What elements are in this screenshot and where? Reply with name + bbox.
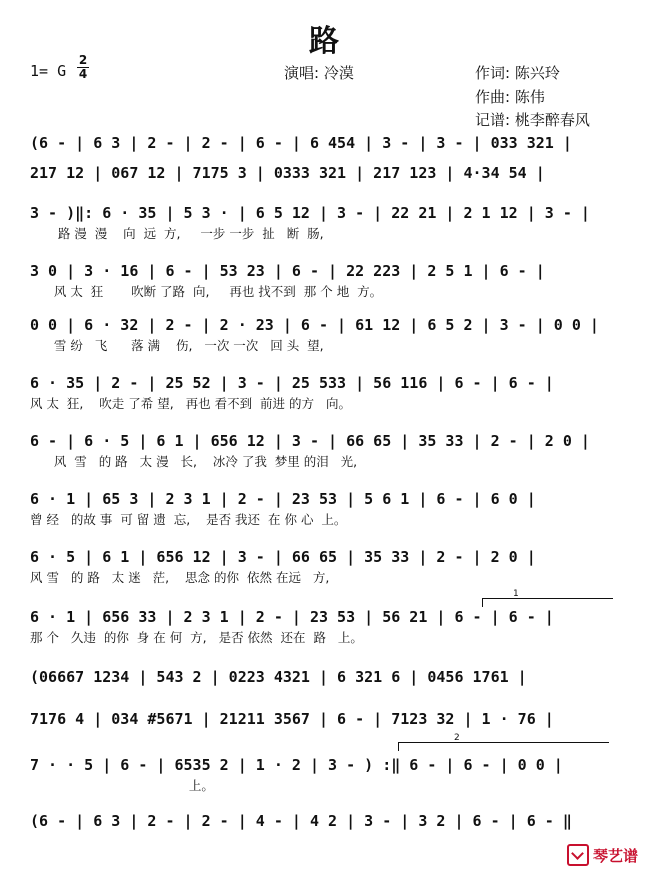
- composer-credit: 作曲: 陈伟: [475, 88, 545, 106]
- watermark-brand: 琴艺谱: [592, 846, 638, 865]
- lyric-line: 雪 纷 飞 落 满 伤, 一次 一次 回 头 望,: [30, 338, 324, 353]
- score-line: 6 · 1 | 65 3 | 2 3 1 | 2 - | 23 53 | 5 6 1 | 6 - | 6 0 |: [30, 490, 536, 508]
- score-line: 3 0 | 3 · 16 | 6 - | 53 23 | 6 - | 22 223 | 2 5 1 | 6 - |: [30, 262, 545, 280]
- score-line: 6 · 35 | 2 - | 25 52 | 3 - | 25 533 | 56 116 | 6 - | 6 - |: [30, 374, 554, 392]
- lyric-line: 风 雪 的 路 太 迷 茫, 思念 的你 依然 在远 方,: [30, 570, 330, 585]
- lyricist-credit: 作词: 陈兴玲: [475, 64, 560, 82]
- score-line: 217 12 | 067 12 | 7175 3 | 0333 321 | 217 123 | 4·34 54 |: [30, 164, 545, 182]
- lyric-line: 上。: [30, 778, 214, 793]
- volta-number-1: 1: [513, 589, 519, 599]
- score-line: 6 · 1 | 656 33 | 2 3 1 | 2 - | 23 53 | 56 21 | 6 - | 6 - |: [30, 608, 554, 626]
- singer-credit: 演唱: 冷漠: [284, 64, 354, 82]
- lyric-line: 风 太 狂, 吹走 了希 望, 再也 看不到 前进 的方 向。: [30, 396, 351, 411]
- score-line: 3 - )‖: 6 · 35 | 5 3 · | 6 5 12 | 3 - | 22 21 | 2 1 12 | 3 - |: [30, 204, 590, 222]
- key-signature: 1= G: [30, 62, 67, 80]
- qinyipu-logo-icon: [567, 844, 589, 866]
- lyric-line: 那 个 久违 的你 身 在 何 方, 是否 依然 还在 路 上。: [30, 630, 363, 645]
- lyric-line: 风 雪 的 路 太 漫 长, 冰冷 了我 梦里 的泪 光,: [30, 454, 358, 469]
- score-line: 7 · · 5 | 6 - | 6535 2 | 1 · 2 | 3 - ) :‖ 6 - | 6 - | 0 0 |: [30, 756, 563, 774]
- watermark-logo: [567, 844, 638, 866]
- score-line: (6 - | 6 3 | 2 - | 2 - | 6 - | 6 454 | 3 - | 3 - | 033 321 |: [30, 134, 572, 152]
- time-signature: [74, 54, 92, 81]
- volta-number-2: 2: [454, 733, 460, 743]
- volta-bracket-1: [482, 589, 613, 607]
- score-line: 6 - | 6 · 5 | 6 1 | 656 12 | 3 - | 66 65 | 35 33 | 2 - | 2 0 |: [30, 432, 590, 450]
- lyric-line: 风 太 狂 吹断 了路 向, 再也 找不到 那 个 地 方。: [30, 284, 383, 299]
- lyric-line: 曾 经 的故 事 可 留 遗 忘, 是否 我还 在 你 心 上。: [30, 512, 347, 527]
- score-line: 7176 4 | 034 #5671 | 21211 3567 | 6 - | 7123 32 | 1 · 76 |: [30, 710, 554, 728]
- score-line: 0 0 | 6 · 32 | 2 - | 2 · 23 | 6 - | 61 12 | 6 5 2 | 3 - | 0 0 |: [30, 316, 599, 334]
- time-sig-top: 2: [78, 53, 88, 67]
- volta-bracket-2: [398, 733, 609, 751]
- score-line: 6 · 5 | 6 1 | 656 12 | 3 - | 66 65 | 35 33 | 2 - | 2 0 |: [30, 548, 536, 566]
- page-title: 路: [309, 24, 341, 59]
- score-line: (6 - | 6 3 | 2 - | 2 - | 4 - | 4 2 | 3 - | 3 2 | 6 - | 6 - ‖: [30, 812, 572, 830]
- lyric-line: 路 漫 漫 向 远 方, 一步 一步 扯 断 肠,: [30, 226, 324, 241]
- time-sig-bottom: 4: [78, 67, 88, 81]
- score-line: (06667 1234 | 543 2 | 0223 4321 | 6 321 6 | 0456 1761 |: [30, 668, 527, 686]
- notation-credit: 记谱: 桃李醉春风: [475, 111, 590, 129]
